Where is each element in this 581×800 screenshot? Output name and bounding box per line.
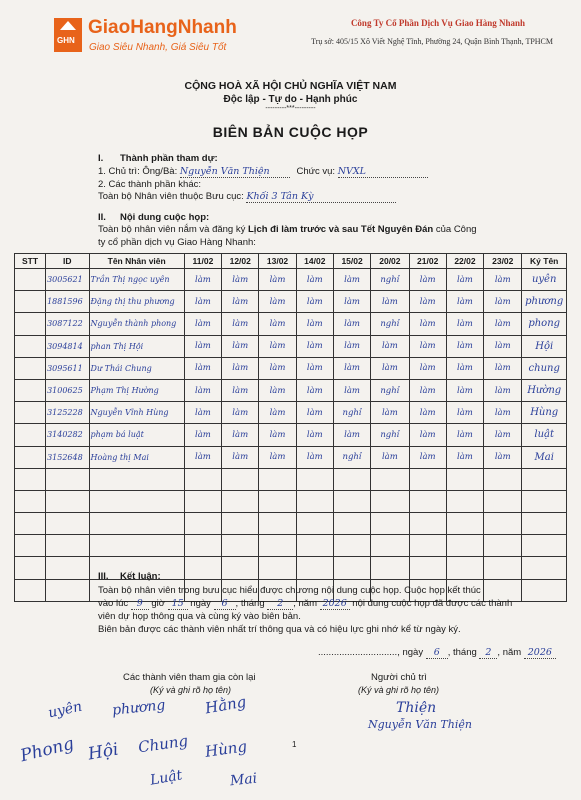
employee-id-cell [46, 513, 89, 535]
day-status-cell [333, 557, 370, 579]
member-signature-uyen: uyên [46, 698, 84, 722]
document-title: BIÊN BẢN CUỘC HỌP [212, 124, 369, 140]
column-header: 13/02 [259, 254, 296, 269]
stt-cell [15, 291, 46, 313]
day-status-cell [184, 513, 221, 535]
day-status-cell [371, 468, 409, 490]
day-status-cell [222, 468, 259, 490]
employee-id-cell: 3087122 [46, 313, 89, 335]
stt-cell [15, 557, 46, 579]
day-status-cell: làm [484, 402, 522, 424]
stt-cell [15, 424, 46, 446]
day-status-cell: làm [446, 424, 483, 446]
day-status-cell [484, 535, 522, 557]
employee-name-cell: phan Thị Hội [89, 335, 184, 357]
day-status-cell: làm [259, 357, 296, 379]
meeting-hour: 9 [131, 598, 149, 610]
post-office-label: Toàn bộ Nhân viên thuộc Bưu cục: [98, 191, 244, 202]
employee-name-cell [89, 490, 184, 512]
house-icon [60, 21, 76, 30]
day-status-cell: làm [484, 313, 522, 335]
day-status-cell [446, 513, 483, 535]
chair-sign-title: Người chủ trì [371, 672, 427, 683]
conclusion-line2 [98, 598, 512, 610]
employee-id-cell: 3100625 [46, 379, 89, 401]
day-status-cell: làm [446, 402, 483, 424]
day-status-cell [259, 490, 296, 512]
day-status-cell [371, 557, 409, 579]
signing-day: 6 [426, 647, 448, 659]
column-header: 12/02 [222, 254, 259, 269]
signature-cell [522, 579, 567, 601]
day-status-cell: nghỉ [333, 446, 370, 468]
signature-cell: Hội [522, 335, 567, 357]
day-status-cell [296, 535, 333, 557]
stt-cell [15, 468, 46, 490]
day-status-cell: làm [259, 291, 296, 313]
day-status-cell [446, 490, 483, 512]
day-status-cell: làm [222, 402, 259, 424]
day-status-cell: làm [446, 335, 483, 357]
table-row [15, 269, 567, 291]
section2-heading: Nội dung cuộc họp: [120, 212, 210, 223]
day-status-cell: làm [259, 446, 296, 468]
day-status-cell: làm [222, 291, 259, 313]
day-status-cell: làm [333, 313, 370, 335]
day-status-cell: làm [371, 291, 409, 313]
day-status-cell: làm [333, 424, 370, 446]
section2-text-bold: Lịch đi làm trước và sau Tết Nguyên Đán [248, 224, 434, 235]
day-status-cell: làm [333, 291, 370, 313]
day-status-cell [409, 557, 446, 579]
column-header: Tên Nhân viên [89, 254, 184, 269]
day-status-cell: làm [409, 291, 446, 313]
signing-date-line [318, 647, 556, 659]
employee-id-cell [46, 468, 89, 490]
signature-cell: Mai [522, 446, 567, 468]
day-status-cell: làm [484, 424, 522, 446]
day-status-cell [259, 535, 296, 557]
day-status-cell: làm [409, 313, 446, 335]
day-status-cell: làm [184, 357, 221, 379]
day-status-cell: làm [222, 269, 259, 291]
date-day-label: , ngày [397, 647, 424, 658]
day-status-cell: làm [222, 424, 259, 446]
signature-cell: uyên [522, 269, 567, 291]
day-status-cell: làm [222, 335, 259, 357]
table-row [15, 535, 567, 557]
table-row [15, 313, 567, 335]
day-status-cell: làm [222, 446, 259, 468]
page-number: 1 [292, 740, 297, 749]
country-name: CỘNG HOÀ XÃ HỘI CHỦ NGHĨA VIỆT NAM [184, 80, 397, 92]
column-header: 23/02 [484, 254, 522, 269]
conclusion-line4: Biên bản được các thành viên nhất trí thông qua và có hiệu lực ghi nhớ kể từ ngày ký. [98, 624, 461, 635]
table-row [15, 379, 567, 401]
day-status-cell [296, 513, 333, 535]
day-status-cell: làm [409, 269, 446, 291]
day-status-cell: làm [446, 269, 483, 291]
day-status-cell: làm [446, 379, 483, 401]
ghn-logo [54, 18, 82, 52]
table-body [15, 269, 567, 602]
employee-id-cell: 1881596 [46, 291, 89, 313]
chair-signature: Thiện [396, 700, 437, 716]
day-status-cell: làm [296, 379, 333, 401]
stt-cell [15, 269, 46, 291]
day-status-cell: làm [484, 291, 522, 313]
members-sign-note: (Ký và ghi rõ họ tên) [150, 685, 232, 695]
employee-name-cell [89, 513, 184, 535]
table-row [15, 490, 567, 512]
day-status-cell: làm [184, 446, 221, 468]
section3-heading: Kết luận: [120, 571, 161, 582]
hour-label: giờ [151, 598, 166, 609]
stt-cell [15, 357, 46, 379]
employee-name-cell: Hoàng thị Mai [89, 446, 184, 468]
day-status-cell: làm [409, 424, 446, 446]
day-status-cell: làm [296, 446, 333, 468]
day-status-cell: làm [446, 446, 483, 468]
day-status-cell: làm [371, 335, 409, 357]
signing-month: 2 [479, 647, 497, 659]
signature-cell [522, 557, 567, 579]
signature-cell [522, 468, 567, 490]
day-status-cell [409, 468, 446, 490]
conclusion-line2-end: nội dung cuộc họp đã được các thành [352, 598, 513, 609]
signature-cell: phương [522, 291, 567, 313]
table-row [15, 446, 567, 468]
post-office-name: Khối 3 Tân Kỳ [246, 191, 396, 203]
section3-number: III. [98, 571, 109, 582]
signature-cell [522, 513, 567, 535]
day-status-cell: làm [446, 291, 483, 313]
column-header: 20/02 [371, 254, 409, 269]
table-row [15, 357, 567, 379]
day-status-cell: làm [184, 402, 221, 424]
employee-name-cell: Nguyễn thành phong [89, 313, 184, 335]
day-status-cell: làm [446, 357, 483, 379]
signature-cell: luật [522, 424, 567, 446]
meeting-day: 6 [214, 598, 236, 610]
section1-number: I. [98, 153, 104, 164]
table-row [15, 402, 567, 424]
signature-cell [522, 535, 567, 557]
day-status-cell: nghỉ [333, 402, 370, 424]
day-status-cell: làm [333, 357, 370, 379]
stt-cell [15, 379, 46, 401]
motto-divider: ---------***--------- [265, 105, 316, 112]
company-address: Trụ sở: 405/15 Xô Viết Nghệ Tĩnh, Phường 24, Quận Bình Thạnh, TPHCM [311, 37, 553, 46]
day-status-cell: làm [446, 313, 483, 335]
day-status-cell [333, 513, 370, 535]
member-signature-phong: Phong [18, 733, 77, 767]
day-status-cell [259, 513, 296, 535]
day-status-cell: làm [296, 335, 333, 357]
logo-text: GHN [57, 36, 75, 45]
employee-name-cell: Dư Thái Chung [89, 357, 184, 379]
day-status-cell: làm [484, 379, 522, 401]
section2-number: II. [98, 212, 106, 223]
stt-cell [15, 579, 46, 601]
table-row [15, 291, 567, 313]
stt-cell [15, 535, 46, 557]
day-status-cell [409, 535, 446, 557]
table-row [15, 468, 567, 490]
column-header: 21/02 [409, 254, 446, 269]
day-status-cell [259, 468, 296, 490]
employee-name-cell: phạm bá luật [89, 424, 184, 446]
member-signature-hang: Hằng [203, 692, 248, 718]
signature-cell: Hùng [522, 402, 567, 424]
post-office-line [98, 191, 396, 203]
day-status-cell [484, 468, 522, 490]
day-status-cell [222, 490, 259, 512]
meeting-minute: 15 [168, 598, 188, 610]
day-status-cell: làm [333, 269, 370, 291]
table-row [15, 513, 567, 535]
employee-id-cell [46, 579, 89, 601]
day-status-cell: nghỉ [371, 313, 409, 335]
employee-name-cell: Đặng thị thu phương [89, 291, 184, 313]
conclusion-line3: viên dự họp thông qua và cùng ký vào biên bản. [98, 611, 301, 622]
day-status-cell [409, 490, 446, 512]
day-status-cell [296, 468, 333, 490]
chair-line [98, 166, 428, 178]
signature-cell: Hường [522, 379, 567, 401]
day-status-cell: làm [296, 313, 333, 335]
day-status-cell [446, 535, 483, 557]
day-status-cell [446, 468, 483, 490]
day-status-cell [184, 535, 221, 557]
day-status-cell: làm [409, 335, 446, 357]
day-status-cell: làm [184, 269, 221, 291]
brand-name: GiaoHangNhanh [88, 17, 237, 38]
day-status-cell: làm [184, 291, 221, 313]
day-status-cell [484, 490, 522, 512]
section2-line2: ty cổ phần dịch vụ Giao Hàng Nhanh: [98, 237, 256, 248]
table-row [15, 424, 567, 446]
column-header: 15/02 [333, 254, 370, 269]
brand-slogan: Giao Siêu Nhanh, Giá Siêu Tốt [89, 42, 227, 53]
date-month-label: , tháng [447, 647, 477, 658]
signature-cell: phong [522, 313, 567, 335]
meeting-year: 2026 [320, 598, 350, 610]
day-status-cell [371, 490, 409, 512]
stt-cell [15, 335, 46, 357]
stt-cell [15, 313, 46, 335]
member-signature-luat: Luật [148, 767, 184, 789]
day-status-cell: làm [296, 424, 333, 446]
column-header: ID [46, 254, 89, 269]
day-status-cell: làm [409, 379, 446, 401]
day-status-cell: làm [259, 335, 296, 357]
members-sign-title: Các thành viên tham gia còn lại [123, 672, 256, 683]
day-status-cell [296, 490, 333, 512]
time-label: vào lúc [98, 598, 129, 609]
employee-name-cell [89, 535, 184, 557]
day-status-cell [259, 557, 296, 579]
employee-name-cell: Phạm Thị Hường [89, 379, 184, 401]
day-status-cell: làm [484, 269, 522, 291]
day-status-cell: làm [296, 402, 333, 424]
signing-year: 2026 [524, 647, 556, 659]
employee-id-cell [46, 490, 89, 512]
day-status-cell: làm [296, 269, 333, 291]
employee-name-cell [89, 468, 184, 490]
day-status-cell: nghỉ [371, 269, 409, 291]
day-status-cell: làm [409, 402, 446, 424]
section1-heading: Thành phần tham dự: [120, 153, 218, 164]
section2-text-c: của Công [433, 224, 477, 235]
position-value: NVXL [338, 166, 428, 178]
attendance-table [14, 253, 567, 602]
day-status-cell: làm [484, 446, 522, 468]
company-name: Công Ty Cổ Phần Dịch Vụ Giao Hàng Nhanh [350, 18, 525, 28]
day-status-cell: làm [296, 291, 333, 313]
day-status-cell: làm [484, 335, 522, 357]
column-header: 22/02 [446, 254, 483, 269]
day-status-cell: làm [296, 357, 333, 379]
day-status-cell [371, 535, 409, 557]
employee-id-cell: 3125228 [46, 402, 89, 424]
table-row [15, 335, 567, 357]
month-label: , tháng [235, 598, 265, 609]
member-signature-hoi: Hội [86, 739, 121, 765]
day-status-cell [371, 513, 409, 535]
day-label: ngày [190, 598, 211, 609]
employee-id-cell: 3140282 [46, 424, 89, 446]
day-status-cell: làm [184, 424, 221, 446]
stt-cell [15, 446, 46, 468]
column-header: STT [15, 254, 46, 269]
day-status-cell: làm [184, 313, 221, 335]
employee-id-cell: 3094814 [46, 335, 89, 357]
day-status-cell: làm [371, 446, 409, 468]
day-status-cell: làm [184, 379, 221, 401]
member-signature-hung: Hùng [203, 737, 249, 761]
day-status-cell [484, 557, 522, 579]
day-status-cell: làm [222, 357, 259, 379]
day-status-cell: làm [484, 357, 522, 379]
column-header: Ký Tên [522, 254, 567, 269]
meeting-month: 2 [267, 598, 293, 610]
employee-id-cell [46, 557, 89, 579]
day-status-cell: làm [259, 379, 296, 401]
day-status-cell [222, 557, 259, 579]
day-status-cell [333, 490, 370, 512]
year-label: , năm [293, 598, 318, 609]
section2-line1 [98, 224, 477, 235]
day-status-cell: làm [259, 402, 296, 424]
day-status-cell: làm [184, 335, 221, 357]
chair-signature-name: Nguyễn Văn Thiện [368, 718, 472, 731]
employee-id-cell [46, 535, 89, 557]
day-status-cell [184, 490, 221, 512]
day-status-cell [409, 513, 446, 535]
day-status-cell: làm [371, 357, 409, 379]
day-status-cell [484, 513, 522, 535]
day-status-cell [184, 557, 221, 579]
stt-cell [15, 490, 46, 512]
day-status-cell: làm [371, 402, 409, 424]
day-status-cell [446, 557, 483, 579]
day-status-cell [333, 535, 370, 557]
day-status-cell: làm [259, 269, 296, 291]
day-status-cell: làm [259, 313, 296, 335]
chair-name: Nguyễn Văn Thiện [180, 166, 290, 178]
conclusion-line1: Toàn bộ nhân viên trong bưu cục hiểu được chương nội dung cuộc họp. Cuộc họp kết thúc [98, 585, 481, 596]
date-dots: .............................. [318, 647, 398, 658]
day-status-cell: làm [333, 379, 370, 401]
employee-name-cell: Trần Thị ngọc uyên [89, 269, 184, 291]
other-members-line: 2. Các thành phần khác: [98, 179, 201, 190]
table-header-row [15, 254, 567, 269]
column-header: 11/02 [184, 254, 221, 269]
day-status-cell: làm [259, 424, 296, 446]
day-status-cell: làm [409, 357, 446, 379]
employee-id-cell: 3152648 [46, 446, 89, 468]
member-signature-chung: Chung [136, 731, 190, 757]
member-signature-mai: Mai [229, 770, 258, 790]
employee-id-cell: 3005621 [46, 269, 89, 291]
date-year-label: , năm [497, 647, 522, 658]
column-header: 14/02 [296, 254, 333, 269]
day-status-cell [333, 468, 370, 490]
day-status-cell [222, 513, 259, 535]
signature-cell [522, 490, 567, 512]
day-status-cell: làm [409, 446, 446, 468]
day-status-cell: làm [222, 313, 259, 335]
employee-id-cell: 3095611 [46, 357, 89, 379]
day-status-cell: làm [333, 335, 370, 357]
stt-cell [15, 513, 46, 535]
employee-name-cell: Nguyễn Vĩnh Hùng [89, 402, 184, 424]
day-status-cell [296, 557, 333, 579]
day-status-cell [184, 468, 221, 490]
national-motto: Độc lập - Tự do - Hạnh phúc [223, 94, 358, 105]
chair-label: 1. Chủ trì: Ông/Bà: [98, 166, 178, 177]
signature-cell: chung [522, 357, 567, 379]
member-signature-phuong: phương [111, 697, 167, 719]
section2-text-a: Toàn bộ nhân viên nắm và đăng ký [98, 224, 248, 235]
position-label: Chức vụ: [296, 166, 336, 177]
day-status-cell [222, 535, 259, 557]
day-status-cell: làm [222, 379, 259, 401]
stt-cell [15, 402, 46, 424]
chair-sign-note: (Ký và ghi rõ họ tên) [358, 685, 440, 695]
day-status-cell: nghỉ [371, 424, 409, 446]
day-status-cell: nghỉ [371, 379, 409, 401]
